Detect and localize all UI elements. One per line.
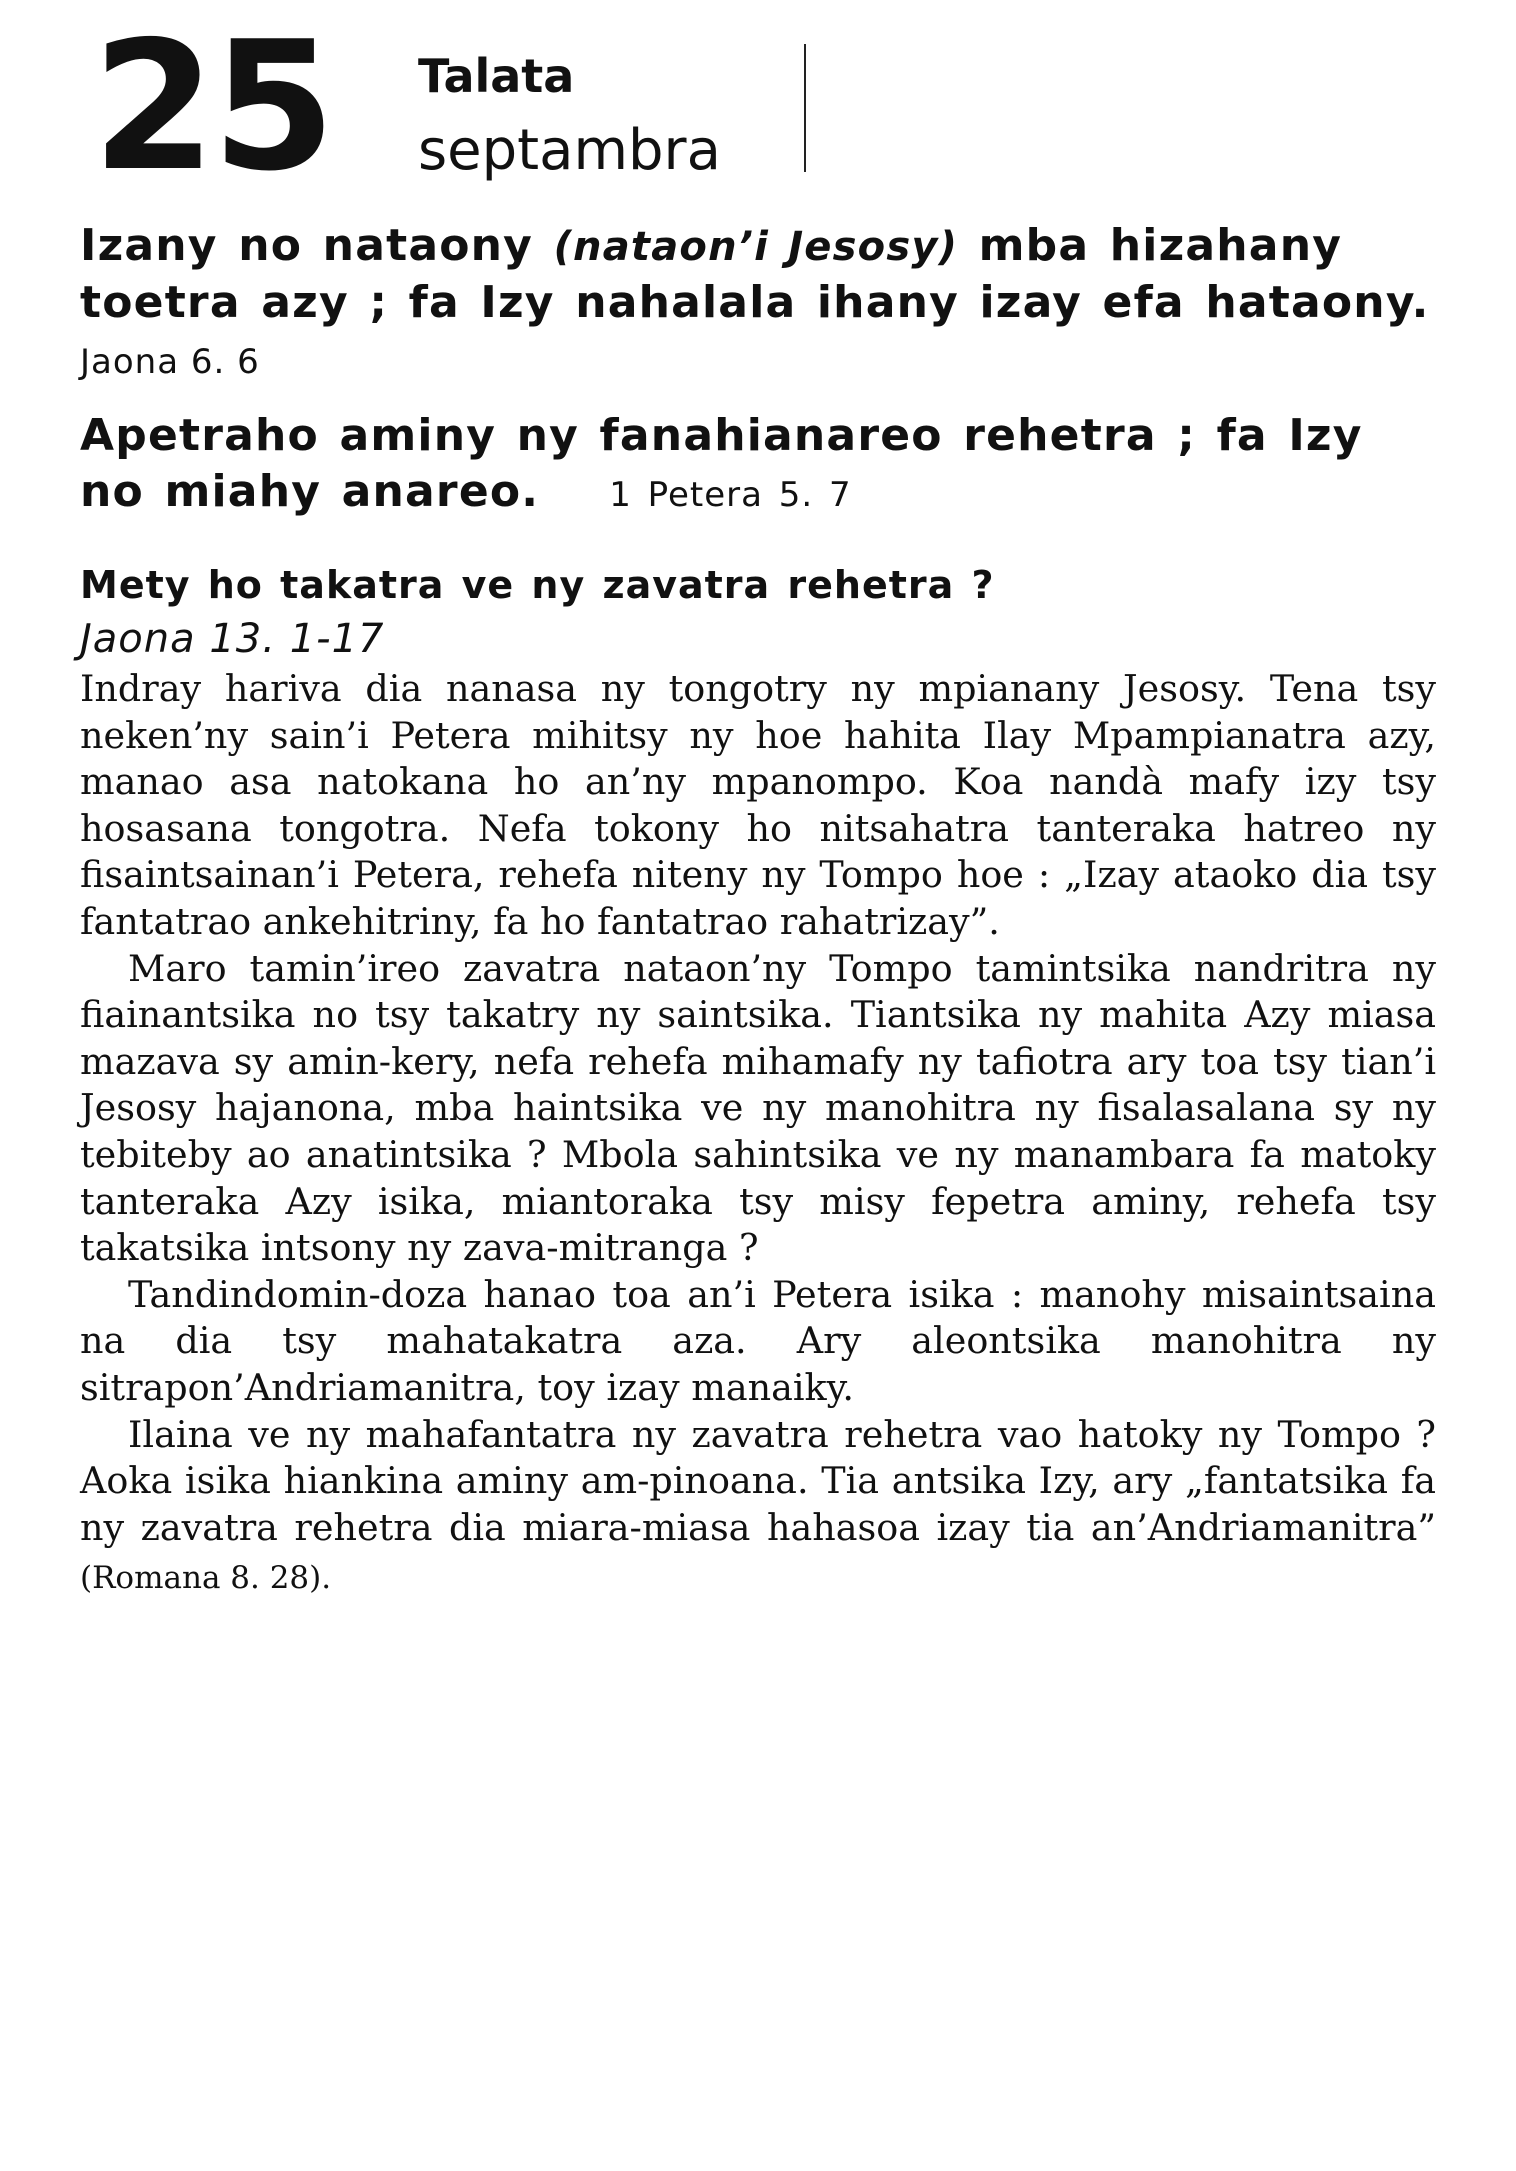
day-number: 25 <box>92 3 332 210</box>
verse-1-text-a: Izany no nataony <box>80 220 554 271</box>
closing-citation: (Romana 8. 28). <box>80 1560 332 1597</box>
paragraph-4-text: Ilaina ve ny mahafantatra ny zavatra rehetra vao hatoky ny Tompo ? Aoka isika hiankina aminy am-pinoana. Tia antsika Izy, ary „fantatsika fa ny zavatra rehetra dia miara-miasa hahasoa izay tia an’Andriamanitra” <box>80 1412 1436 1549</box>
month: septambra <box>418 118 721 183</box>
verse-2-text: Apetraho aminy ny fanahianareo rehetra ; fa Izy no miahy anareo. <box>80 410 1363 517</box>
verse-1 <box>80 218 1436 331</box>
paragraph-4 <box>80 1412 1436 1602</box>
weekday: Talata <box>418 49 575 103</box>
paragraph-1: Indray hariva dia nanasa ny tongotry ny mpianany Jesosy. Tena tsy neken’ny sain’i Petera mihitsy ny hoe hahita Ilay Mpampianatra azy, manao asa natokana ho an’ny mpanompo. Koa nandà mafy izy tsy hosasana tongotra. Nefa tokony ho nitsahatra tanteraka hatreo ny fisaintsainan’i Petera, rehefa niteny ny Tompo hoe : „Izay ataoko dia tsy fantatrao ankehitriny, fa ho fantatrao rahatrizay”. <box>80 667 1436 943</box>
paragraph-2: Maro tamin’ireo zavatra nataon’ny Tompo tamintsika nandritra ny fiainantsika no tsy takatry ny saintsika. Tiantsika ny mahita Azy miasa mazava sy amin-kery, nefa rehefa mihamafy ny tafiotra ary toa tsy tian’i Jesosy hajanona, mba haintsika ve ny manohitra ny fisalasalana sy ny tebiteby ao anatintsika ? Mbola sahintsika ve ny manambara fa matoky tanteraka Azy isika, miantoraka tsy misy fepetra aminy, rehefa tsy takatsika intsony ny zava-mitranga ? <box>80 946 1436 1270</box>
devotional-body <box>80 666 1436 1602</box>
verse-2-reference: 1 Petera 5. 7 <box>609 475 852 515</box>
verse-1-reference: Jaona 6. 6 <box>80 342 260 382</box>
reading-reference: Jaona 13. 1-17 <box>80 616 385 662</box>
reading-title: Mety ho takatra ve ny zavatra rehetra ? <box>80 563 995 607</box>
verse-2 <box>80 408 1436 523</box>
verse-1-text-b: mba hizahany toetra azy ; fa Izy nahalala ihany izay efa hataony. <box>80 220 1430 328</box>
verse-1-note: (nataon’i Jesosy) <box>553 224 959 270</box>
header-divider <box>804 44 806 172</box>
paragraph-3: Tandindomin-doza hanao toa an’i Petera isika : manohy misaintsaina na dia tsy mahatakatra aza. Ary aleontsika manohitra ny sitrapon’Andriamanitra, toy izay manaiky. <box>80 1272 1436 1409</box>
